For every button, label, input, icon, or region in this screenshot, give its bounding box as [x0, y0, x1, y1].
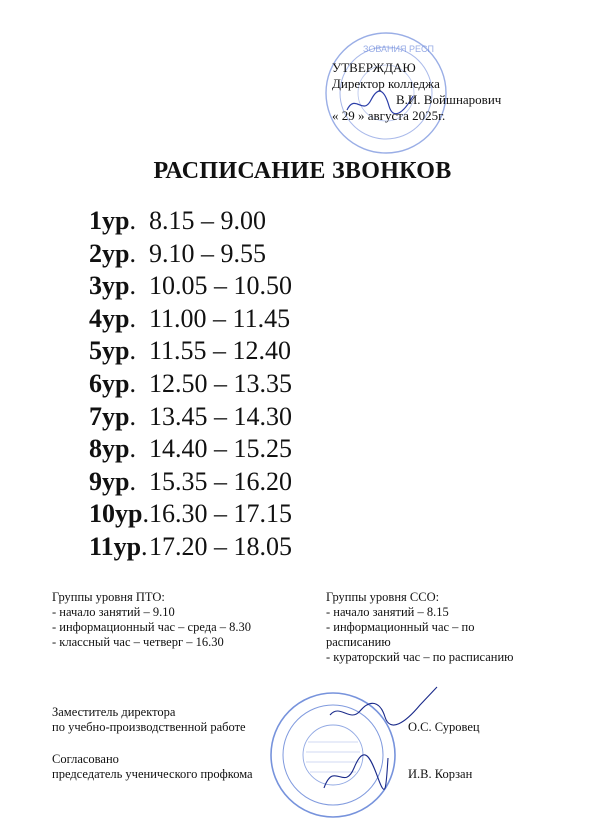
lesson-time: 15.35 – 16.20 — [149, 466, 292, 496]
lesson-label: 1ур — [89, 206, 130, 235]
notes-sso-item: расписанию — [326, 635, 391, 649]
union-signature-block — [52, 752, 312, 782]
notes-pto-item: - начало занятий – 9.10 — [52, 605, 175, 619]
schedule-row: 7ур. 13.45 – 14.30 — [89, 401, 292, 431]
lesson-time: 16.30 – 17.15 — [149, 499, 292, 529]
lesson-time: 12.50 – 13.35 — [149, 368, 292, 398]
schedule-row: 9ур. 15.35 – 16.20 — [89, 466, 292, 496]
schedule-row: 6ур. 12.50 – 13.35 — [89, 368, 292, 398]
svg-text:ЗОВАНИЯ РЕСП: ЗОВАНИЯ РЕСП — [363, 44, 434, 54]
schedule-row: 5ур. 11.55 – 12.40 — [89, 336, 292, 366]
lesson-label: 9ур — [89, 466, 130, 496]
page-title: РАСПИСАНИЕ ЗВОНКОВ — [153, 158, 452, 184]
notes-sso — [326, 590, 586, 665]
approval-position: Директор колледжа — [332, 76, 440, 91]
schedule-row: 8ур. 14.40 – 15.25 — [89, 434, 292, 464]
lesson-label: 10ур — [89, 499, 143, 529]
bell-schedule — [89, 205, 292, 564]
deputy-signature-block — [52, 705, 312, 735]
lesson-label: 3ур — [89, 271, 130, 301]
agreed-label: Согласовано — [52, 752, 119, 766]
schedule-row: 11ур.17.20 – 18.05 — [89, 531, 292, 561]
deputy-name: О.С. Суровец — [408, 720, 480, 734]
deputy-position-line1: Заместитель директора — [52, 705, 176, 719]
lesson-time: 13.45 – 14.30 — [149, 401, 292, 431]
deputy-position-line2: по учебно-производственной работе — [52, 720, 246, 734]
union-chair-name: И.В. Корзан — [408, 767, 473, 781]
lesson-time: 10.05 – 10.50 — [149, 271, 292, 301]
notes-sso-heading: Группы уровня ССО: — [326, 590, 440, 604]
schedule-row: 4ур. 11.00 – 11.45 — [89, 303, 291, 333]
schedule-row: 1ур. 8.15 – 9.00 — [89, 206, 266, 235]
schedule-row: 3ур. 10.05 – 10.50 — [89, 271, 292, 301]
notes-pto — [52, 590, 312, 650]
approval-heading: УТВЕРЖДАЮ — [332, 60, 416, 75]
lesson-time: 17.20 – 18.05 — [149, 531, 292, 561]
notes-pto-item: - классный час – четверг – 16.30 — [52, 635, 224, 649]
lesson-label: 5ур — [89, 336, 130, 366]
union-chair-signature — [320, 748, 390, 798]
lesson-time: 11.55 – 12.40 — [149, 336, 292, 366]
lesson-label: 2ур — [89, 238, 130, 268]
lesson-time: 11.00 – 11.45 — [149, 303, 291, 333]
lesson-label: 7ур — [89, 401, 130, 431]
lesson-label: 4ур — [89, 303, 130, 333]
lesson-time: 14.40 – 15.25 — [149, 434, 292, 464]
notes-sso-item: - кураторский час – по расписанию — [326, 650, 514, 664]
schedule-row: 2ур. 9.10 – 9.55 — [89, 238, 266, 268]
lesson-time: 8.15 – 9.00 — [149, 206, 266, 235]
notes-sso-item: - информационный час – по — [326, 620, 475, 634]
notes-pto-heading: Группы уровня ПТО: — [52, 590, 165, 604]
notes-pto-item: - информационный час – среда – 8.30 — [52, 620, 252, 634]
lesson-label: 8ур — [89, 434, 130, 464]
approval-name: В.И. Войшнарович — [396, 92, 502, 107]
schedule-row: 10ур.16.30 – 17.15 — [89, 499, 292, 529]
lesson-time: 9.10 – 9.55 — [149, 238, 266, 268]
lesson-label: 6ур — [89, 368, 130, 398]
approval-date: « 29 » августа 2025г. — [332, 108, 446, 123]
notes-sso-item: - начало занятий – 8.15 — [326, 605, 449, 619]
approval-block — [326, 60, 586, 124]
union-position: председатель ученического профкома — [52, 767, 253, 781]
lesson-label: 11ур — [89, 531, 142, 561]
